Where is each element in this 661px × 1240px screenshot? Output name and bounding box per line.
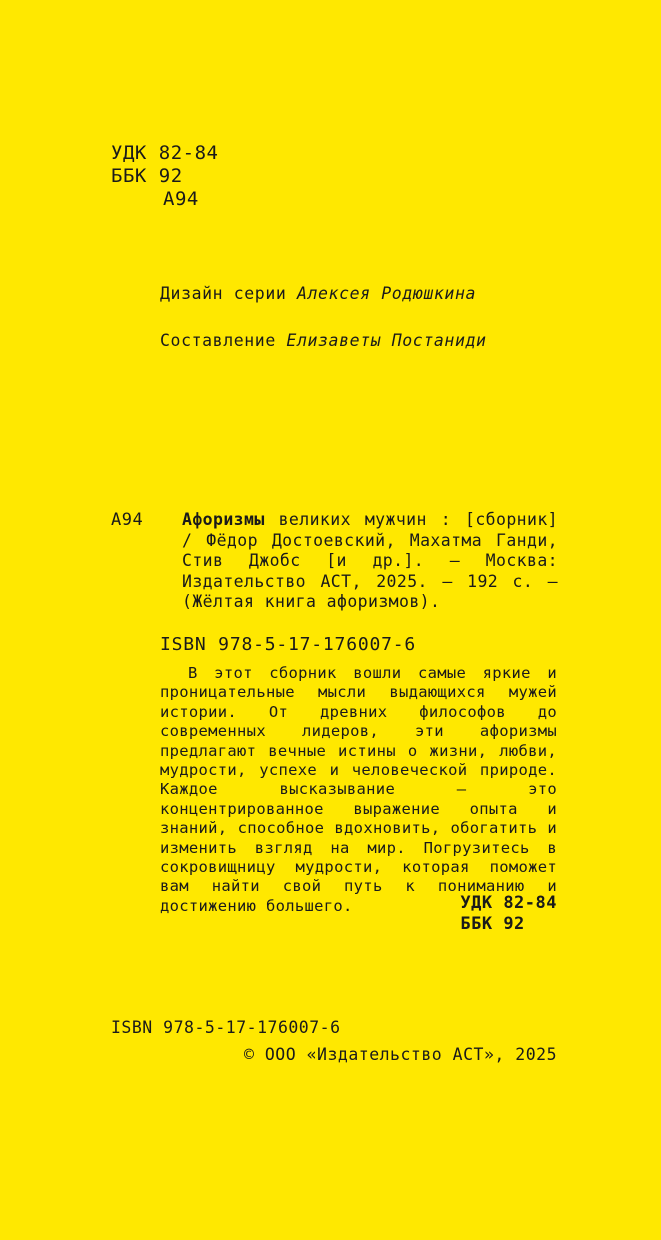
- top-classification-block: [111, 142, 218, 211]
- isbn-footer: ISBN 978-5-17-176007-6: [111, 1018, 341, 1037]
- author-sign-top: А94: [163, 188, 199, 210]
- series-design-line: [160, 284, 487, 304]
- series-design-label: Дизайн серии: [160, 284, 297, 303]
- isbn-main: ISBN 978-5-17-176007-6: [160, 634, 417, 655]
- compilation-name: Елизаветы Постаниди: [286, 331, 487, 350]
- book-title: Афоризмы: [182, 510, 265, 529]
- udk-code-bottom: УДК 82-84: [460, 893, 557, 913]
- copyright-notice: © ООО «Издательство АСТ», 2025: [243, 1045, 557, 1064]
- udk-code-top: УДК 82-84: [111, 142, 219, 164]
- bottom-classification-block: [460, 893, 557, 935]
- annotation-text: В этот сборник вошли самые яркие и проницательные мысли выдающихся мужей истории. От древних философов до современных лидеров, эти афоризмы предлагают вечные истины о жизни, любви, мудрости, успехе и человеческой природе. Каждое высказывание – это концентрированное выражение опыта и знаний, способное вдохновить, обогатить и изменить взгляд на мир. Погрузитесь в сокровищницу мудрости, которая поможет вам найти свой путь к пониманию и достижению большего.: [160, 664, 557, 915]
- series-design-name: Алексея Родюшкина: [296, 284, 477, 303]
- compilation-label: Составление: [160, 331, 287, 350]
- compilation-line: [160, 331, 487, 351]
- bibliographic-record: [111, 510, 558, 613]
- credits-block: [160, 284, 487, 351]
- bbk-code-bottom: ББК 92: [460, 914, 525, 934]
- biblio-record-text: [182, 510, 558, 613]
- biblio-author-sign: А94: [111, 510, 144, 530]
- bbk-code-top: ББК 92: [111, 165, 183, 187]
- biblio-record-rest: великих мужчин : [сборник] / Фёдор Достоевский, Махатма Ганди, Стив Джобс [и др.]. — Москва: Издательство АСТ, 2025. — 192 с. — (Жёлтая книга афоризмов).: [182, 510, 558, 611]
